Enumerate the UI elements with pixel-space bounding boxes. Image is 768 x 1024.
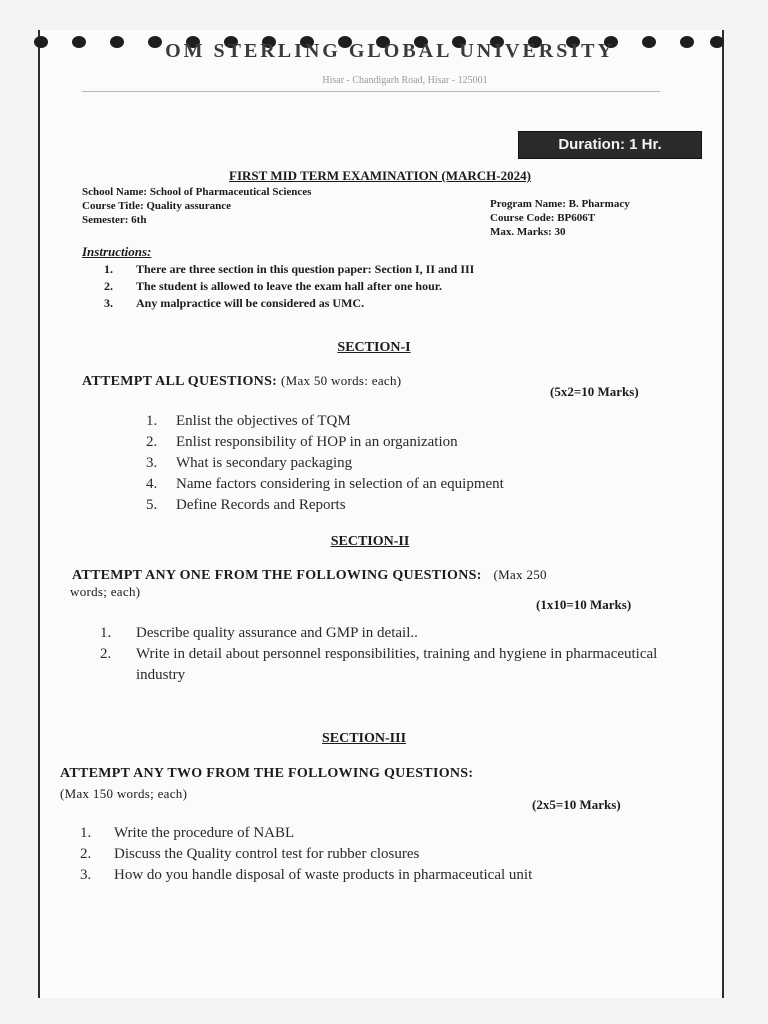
university-name: OM STERLING GLOBAL UNIVERSITY (165, 40, 615, 62)
section-2-heading: SECTION-II (330, 534, 410, 549)
program-name: Program Name: B. Pharmacy (490, 198, 630, 210)
question-item: 5. Define Records and Reports (146, 497, 346, 513)
section-3-questions (80, 823, 680, 886)
instruction-item: 2. The student is allowed to leave the exam hall after one hour. (104, 279, 442, 293)
header-divider (82, 91, 660, 92)
university-address: Hisar - Chandigarh Road, Hisar - 125001 (322, 75, 488, 86)
section-2-marks: (1x10=10 Marks) (536, 597, 632, 612)
course-title: Course Title: Quality assurance (82, 200, 232, 212)
meta-left (82, 185, 311, 227)
question-item: 3. How do you handle disposal of waste products in pharmaceutical unit (80, 867, 533, 883)
school-name: School Name: School of Pharmaceutical Sciences (82, 186, 312, 198)
duration-badge: Duration: 1 Hr. (518, 131, 702, 159)
punch-hole (710, 36, 724, 48)
question-item: 1. Write the procedure of NABL (80, 825, 295, 841)
section-2-instruction: ATTEMPT ANY ONE FROM THE FOLLOWING QUESTIONS: (Max 250 (72, 567, 547, 583)
question-item: 1. Describe quality assurance and GMP in detail.. (100, 625, 418, 641)
instruction-item: 1. There are three section in this question paper: Section I, II and III (104, 262, 475, 276)
question-item: 1. Enlist the objectives of TQM (146, 413, 351, 429)
instructions-heading: Instructions: (82, 244, 152, 259)
exam-title: FIRST MID TERM EXAMINATION (MARCH-2024) (229, 168, 531, 183)
punch-hole (34, 36, 48, 48)
question-item: 2. Write in detail about personnel responsibilities, training and hygiene in pharmaceutical industry (100, 646, 658, 683)
course-code: Course Code: BP606T (490, 212, 596, 224)
section-1-instruction: ATTEMPT ALL QUESTIONS: (Max 50 words: each) (82, 373, 402, 389)
meta-right (490, 197, 630, 239)
instructions-list (104, 261, 604, 312)
section-3-instruction: ATTEMPT ANY TWO FROM THE FOLLOWING QUESTIONS: (60, 766, 474, 781)
question-item: 3. What is secondary packaging (146, 455, 353, 471)
question-item: 4. Name factors considering in selection of an equipment (146, 476, 504, 492)
section-1-questions (146, 411, 616, 516)
question-item: 2. Enlist responsibility of HOP in an organization (146, 434, 458, 450)
max-marks: Max. Marks: 30 (490, 226, 566, 238)
punch-hole (680, 36, 694, 48)
instruction-item: 3. Any malpractice will be considered as UMC. (104, 296, 365, 310)
section-2-questions (100, 623, 670, 686)
section-1-heading: SECTION-I (337, 340, 411, 355)
question-item: 2. Discuss the Quality control test for rubber closures (80, 846, 420, 862)
section-3-note: (Max 150 words; each) (60, 786, 188, 801)
punch-hole (72, 36, 86, 48)
section-1-marks: (5x2=10 Marks) (550, 384, 639, 399)
section-3-heading: SECTION-III (321, 731, 407, 746)
semester: Semester: 6th (82, 214, 147, 226)
section-3-marks: (2x5=10 Marks) (532, 797, 621, 812)
section-2-note-cont: words; each) (70, 584, 141, 599)
